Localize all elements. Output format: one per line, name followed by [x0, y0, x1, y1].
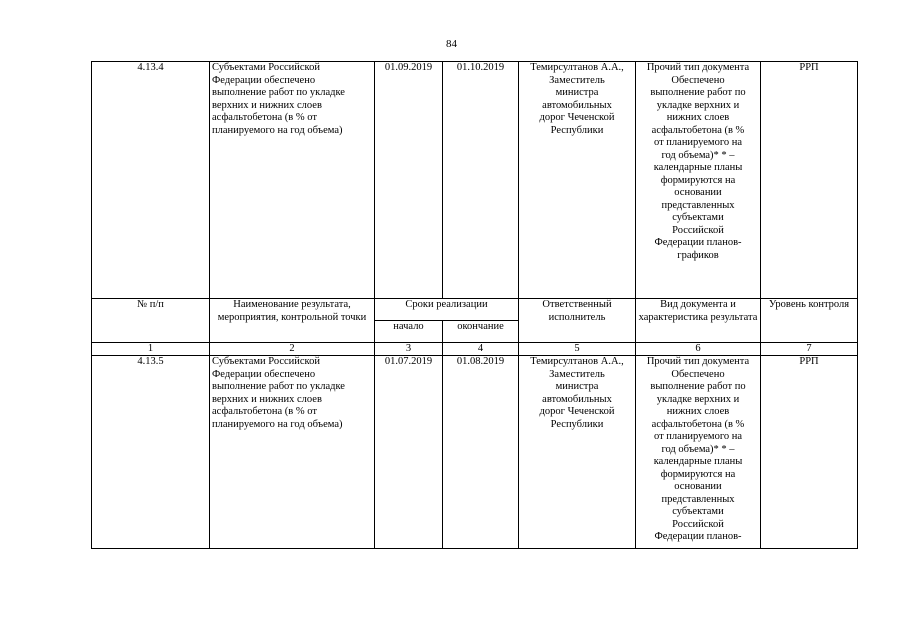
- header-period: Сроки реализации: [375, 299, 519, 321]
- result-name-cell: Субъектами Российской Федерации обеспечено выполнение работ по укладке верхних и нижних слоев асфальтобетона (в % от планируемого на год объема): [210, 356, 375, 549]
- column-number: 1: [92, 343, 210, 356]
- implementation-plan-table: [91, 61, 858, 549]
- result-name-cell: Субъектами Российской Федерации обеспечено выполнение работ по укладке верхних и нижних слоев асфальтобетона (в % от планируемого на год объема): [210, 62, 375, 299]
- responsible-cell: Темирсултанов А.А., Заместитель министра автомобильных дорог Чеченской Республики: [519, 356, 636, 549]
- page-number: 84: [446, 38, 457, 50]
- column-number: 5: [519, 343, 636, 356]
- end-date-cell: 01.10.2019: [443, 62, 519, 299]
- column-number: 6: [636, 343, 761, 356]
- column-number: 7: [761, 343, 858, 356]
- column-number: 3: [375, 343, 443, 356]
- table-row: [92, 62, 858, 299]
- header-start: начало: [375, 321, 443, 343]
- header-control-level: Уровень контроля: [761, 299, 858, 343]
- table-header-row: [92, 299, 858, 321]
- row-number-cell: 4.13.4: [92, 62, 210, 299]
- column-number: 4: [443, 343, 519, 356]
- control-level-cell: РРП: [761, 356, 858, 549]
- document-type-cell: Прочий тип документа Обеспечено выполнение работ по укладке верхних и нижних слоев асфальтобетона (в % от планируемого на год объема)* * – календарные планы формируются на основании представленных субъектами Российской Федерации планов-: [636, 356, 761, 549]
- end-date-cell: 01.08.2019: [443, 356, 519, 549]
- document-type-cell: Прочий тип документа Обеспечено выполнение работ по укладке верхних и нижних слоев асфальтобетона (в % от планируемого на год объема)* * – календарные планы формируются на основании представленных субъектами Российской Федерации планов- графиков: [636, 62, 761, 299]
- header-number: № п/п: [92, 299, 210, 343]
- header-document-type: Вид документа и характеристика результата: [636, 299, 761, 343]
- column-number: 2: [210, 343, 375, 356]
- start-date-cell: 01.07.2019: [375, 356, 443, 549]
- header-end: окончание: [443, 321, 519, 343]
- responsible-cell: Темирсултанов А.А., Заместитель министра автомобильных дорог Чеченской Республики: [519, 62, 636, 299]
- header-result-name: Наименование результата, мероприятия, контрольной точки: [210, 299, 375, 343]
- header-responsible: Ответственный исполнитель: [519, 299, 636, 343]
- row-number-cell: 4.13.5: [92, 356, 210, 549]
- start-date-cell: 01.09.2019: [375, 62, 443, 299]
- column-number-row: [92, 343, 858, 356]
- control-level-cell: РРП: [761, 62, 858, 299]
- table-row: [92, 356, 858, 549]
